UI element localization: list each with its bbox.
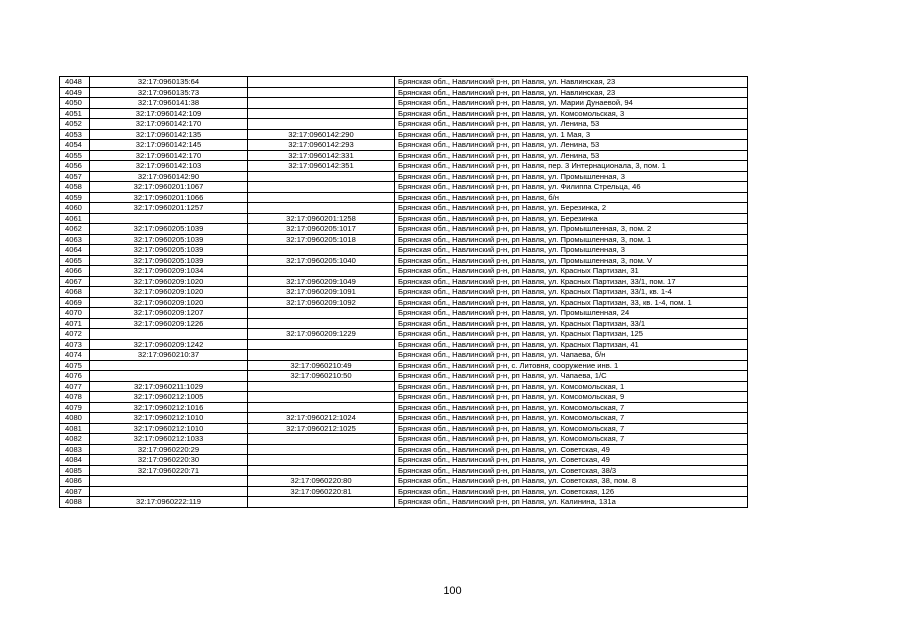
cadastral-number-cell: 32:17:0960220:29 [90, 444, 248, 455]
address-cell: Брянская обл., Навлинский р-н, рп Навля, ул. 1 Мая, 3 [395, 129, 748, 140]
registry-table-body [60, 77, 748, 508]
linked-cadastral-number-cell: 32:17:0960210:50 [248, 371, 395, 382]
linked-cadastral-number-cell [248, 318, 395, 329]
cadastral-number-cell: 32:17:0960142:109 [90, 108, 248, 119]
address-cell: Брянская обл., Навлинский р-н, рп Навля, ул. Промышленная, 24 [395, 308, 748, 319]
cadastral-number-cell: 32:17:0960209:1242 [90, 339, 248, 350]
table-row [60, 497, 748, 508]
row-number-cell: 4075 [60, 360, 90, 371]
table-row [60, 213, 748, 224]
row-number-cell: 4086 [60, 476, 90, 487]
table-row [60, 161, 748, 172]
row-number-cell: 4081 [60, 423, 90, 434]
linked-cadastral-number-cell [248, 203, 395, 214]
table-row [60, 423, 748, 434]
cadastral-number-cell: 32:17:0960205:1039 [90, 255, 248, 266]
table-row [60, 381, 748, 392]
cadastral-number-cell: 32:17:0960222:119 [90, 497, 248, 508]
linked-cadastral-number-cell: 32:17:0960209:1092 [248, 297, 395, 308]
cadastral-number-cell: 32:17:0960201:1067 [90, 182, 248, 193]
row-number-cell: 4078 [60, 392, 90, 403]
address-cell: Брянская обл., Навлинский р-н, рп Навля, ул. Красных Партизан, 33/1, пом. 17 [395, 276, 748, 287]
table-row [60, 371, 748, 382]
linked-cadastral-number-cell [248, 182, 395, 193]
address-cell: Брянская обл., Навлинский р-н, рп Навля, ул. Филиппа Стрельца, 46 [395, 182, 748, 193]
address-cell: Брянская обл., Навлинский р-н, рп Навля, ул. Промышленная, 3, пом. 2 [395, 224, 748, 235]
cadastral-number-cell: 32:17:0960142:103 [90, 161, 248, 172]
linked-cadastral-number-cell [248, 339, 395, 350]
address-cell: Брянская обл., Навлинский р-н, рп Навля, ул. Ленина, 53 [395, 140, 748, 151]
cadastral-number-cell: 32:17:0960220:30 [90, 455, 248, 466]
table-row [60, 308, 748, 319]
row-number-cell: 4053 [60, 129, 90, 140]
table-row [60, 465, 748, 476]
linked-cadastral-number-cell [248, 266, 395, 277]
row-number-cell: 4064 [60, 245, 90, 256]
address-cell: Брянская обл., Навлинский р-н, рп Навля, ул. Навлинская, 23 [395, 87, 748, 98]
linked-cadastral-number-cell: 32:17:0960220:81 [248, 486, 395, 497]
linked-cadastral-number-cell [248, 392, 395, 403]
table-row [60, 297, 748, 308]
table-row [60, 413, 748, 424]
cadastral-number-cell: 32:17:0960135:73 [90, 87, 248, 98]
linked-cadastral-number-cell [248, 381, 395, 392]
address-cell: Брянская обл., Навлинский р-н, рп Навля, ул. Красных Партизан, 31 [395, 266, 748, 277]
table-row [60, 255, 748, 266]
address-cell: Брянская обл., Навлинский р-н, рп Навля, ул. Березинка, 2 [395, 203, 748, 214]
cadastral-number-cell: 32:17:0960209:1226 [90, 318, 248, 329]
table-row [60, 318, 748, 329]
address-cell: Брянская обл., Навлинский р-н, рп Навля, ул. Красных Партизан, 33/1 [395, 318, 748, 329]
row-number-cell: 4073 [60, 339, 90, 350]
cadastral-number-cell: 32:17:0960220:71 [90, 465, 248, 476]
table-row [60, 77, 748, 88]
table-row [60, 245, 748, 256]
cadastral-number-cell: 32:17:0960212:1010 [90, 413, 248, 424]
row-number-cell: 4070 [60, 308, 90, 319]
row-number-cell: 4079 [60, 402, 90, 413]
address-cell: Брянская обл., Навлинский р-н, рп Навля, ул. Советская, 38, пом. 8 [395, 476, 748, 487]
cadastral-number-cell: 32:17:0960141:38 [90, 98, 248, 109]
address-cell: Брянская обл., Навлинский р-н, рп Навля, ул. Промышленная, 3, пом. 1 [395, 234, 748, 245]
cadastral-number-cell: 32:17:0960201:1066 [90, 192, 248, 203]
cadastral-number-cell: 32:17:0960209:1034 [90, 266, 248, 277]
linked-cadastral-number-cell [248, 308, 395, 319]
linked-cadastral-number-cell [248, 350, 395, 361]
table-row [60, 150, 748, 161]
linked-cadastral-number-cell [248, 119, 395, 130]
table-row [60, 98, 748, 109]
page-number: 100 [443, 585, 462, 597]
row-number-cell: 4087 [60, 486, 90, 497]
table-row [60, 266, 748, 277]
table-row [60, 140, 748, 151]
linked-cadastral-number-cell: 32:17:0960142:351 [248, 161, 395, 172]
linked-cadastral-number-cell: 32:17:0960209:1049 [248, 276, 395, 287]
address-cell: Брянская обл., Навлинский р-н, рп Навля, ул. Красных Партизан, 33, кв. 1-4, пом. 1 [395, 297, 748, 308]
linked-cadastral-number-cell [248, 434, 395, 445]
table-row [60, 360, 748, 371]
cadastral-number-cell: 32:17:0960142:170 [90, 150, 248, 161]
row-number-cell: 4074 [60, 350, 90, 361]
row-number-cell: 4057 [60, 171, 90, 182]
linked-cadastral-number-cell: 32:17:0960142:290 [248, 129, 395, 140]
row-number-cell: 4084 [60, 455, 90, 466]
table-row [60, 203, 748, 214]
row-number-cell: 4062 [60, 224, 90, 235]
table-row [60, 234, 748, 245]
table-row [60, 287, 748, 298]
address-cell: Брянская обл., Навлинский р-н, рп Навля, ул. Советская, 38/3 [395, 465, 748, 476]
table-row [60, 392, 748, 403]
cadastral-number-cell [90, 476, 248, 487]
linked-cadastral-number-cell [248, 77, 395, 88]
table-row [60, 444, 748, 455]
address-cell: Брянская обл., Навлинский р-н, рп Навля, ул. Комсомольская, 7 [395, 434, 748, 445]
linked-cadastral-number-cell [248, 444, 395, 455]
cadastral-number-cell: 32:17:0960212:1005 [90, 392, 248, 403]
address-cell: Брянская обл., Навлинский р-н, рп Навля, ул. Промышленная, 3, пом. V [395, 255, 748, 266]
row-number-cell: 4076 [60, 371, 90, 382]
table-row [60, 350, 748, 361]
address-cell: Брянская обл., Навлинский р-н, рп Навля, ул. Промышленная, 3 [395, 171, 748, 182]
address-cell: Брянская обл., Навлинский р-н, рп Навля, ул. Чапаева, б/н [395, 350, 748, 361]
cadastral-number-cell: 32:17:0960209:1020 [90, 287, 248, 298]
linked-cadastral-number-cell: 32:17:0960205:1017 [248, 224, 395, 235]
cadastral-number-cell [90, 213, 248, 224]
cadastral-number-cell: 32:17:0960210:37 [90, 350, 248, 361]
linked-cadastral-number-cell: 32:17:0960209:1229 [248, 329, 395, 340]
address-cell: Брянская обл., Навлинский р-н, рп Навля, ул. Комсомольская, 3 [395, 108, 748, 119]
linked-cadastral-number-cell: 32:17:0960142:293 [248, 140, 395, 151]
row-number-cell: 4063 [60, 234, 90, 245]
row-number-cell: 4085 [60, 465, 90, 476]
table-row [60, 402, 748, 413]
linked-cadastral-number-cell [248, 171, 395, 182]
row-number-cell: 4080 [60, 413, 90, 424]
cadastral-number-cell [90, 486, 248, 497]
linked-cadastral-number-cell: 32:17:0960205:1018 [248, 234, 395, 245]
table-row [60, 87, 748, 98]
row-number-cell: 4071 [60, 318, 90, 329]
cadastral-number-cell: 32:17:0960211:1029 [90, 381, 248, 392]
address-cell: Брянская обл., Навлинский р-н, рп Навля, ул. Ленина, 53 [395, 119, 748, 130]
cadastral-number-cell: 32:17:0960142:135 [90, 129, 248, 140]
linked-cadastral-number-cell [248, 192, 395, 203]
cadastral-number-cell: 32:17:0960201:1257 [90, 203, 248, 214]
cadastral-number-cell: 32:17:0960212:1033 [90, 434, 248, 445]
row-number-cell: 4068 [60, 287, 90, 298]
table-row [60, 455, 748, 466]
cadastral-number-cell: 32:17:0960142:170 [90, 119, 248, 130]
address-cell: Брянская обл., Навлинский р-н, рп Навля, ул. Комсомольская, 7 [395, 402, 748, 413]
address-cell: Брянская обл., Навлинский р-н, рп Навля, б/н [395, 192, 748, 203]
row-number-cell: 4052 [60, 119, 90, 130]
cadastral-number-cell: 32:17:0960205:1039 [90, 245, 248, 256]
address-cell: Брянская обл., Навлинский р-н, рп Навля, ул. Комсомольская, 9 [395, 392, 748, 403]
address-cell: Брянская обл., Навлинский р-н, рп Навля, ул. Советская, 126 [395, 486, 748, 497]
address-cell: Брянская обл., Навлинский р-н, рп Навля, ул. Ленина, 53 [395, 150, 748, 161]
cadastral-number-cell: 32:17:0960205:1039 [90, 234, 248, 245]
row-number-cell: 4058 [60, 182, 90, 193]
address-cell: Брянская обл., Навлинский р-н, рп Навля, ул. Промышленная, 3 [395, 245, 748, 256]
cadastral-number-cell: 32:17:0960142:90 [90, 171, 248, 182]
address-cell: Брянская обл., Навлинский р-н, рп Навля, ул. Марии Дунаевой, 94 [395, 98, 748, 109]
row-number-cell: 4065 [60, 255, 90, 266]
linked-cadastral-number-cell: 32:17:0960142:331 [248, 150, 395, 161]
linked-cadastral-number-cell: 32:17:0960209:1091 [248, 287, 395, 298]
row-number-cell: 4082 [60, 434, 90, 445]
table-row [60, 486, 748, 497]
table-row [60, 192, 748, 203]
address-cell: Брянская обл., Навлинский р-н, рп Навля, ул. Чапаева, 1/С [395, 371, 748, 382]
table-row [60, 129, 748, 140]
address-cell: Брянская обл., Навлинский р-н, рп Навля, ул. Советская, 49 [395, 444, 748, 455]
address-cell: Брянская обл., Навлинский р-н, рп Навля, ул. Комсомольская, 7 [395, 423, 748, 434]
cadastral-number-cell: 32:17:0960209:1020 [90, 297, 248, 308]
cadastral-number-cell: 32:17:0960135:64 [90, 77, 248, 88]
row-number-cell: 4055 [60, 150, 90, 161]
linked-cadastral-number-cell: 32:17:0960220:80 [248, 476, 395, 487]
address-cell: Брянская обл., Навлинский р-н, рп Навля, ул. Красных Партизан, 33/1, кв. 1-4 [395, 287, 748, 298]
row-number-cell: 4061 [60, 213, 90, 224]
address-cell: Брянская обл., Навлинский р-н, рп Навля, ул. Навлинская, 23 [395, 77, 748, 88]
cadastral-number-cell: 32:17:0960205:1039 [90, 224, 248, 235]
cadastral-number-cell [90, 371, 248, 382]
address-cell: Брянская обл., Навлинский р-н, рп Навля, ул. Комсомольская, 1 [395, 381, 748, 392]
cadastral-number-cell: 32:17:0960212:1010 [90, 423, 248, 434]
cadastral-number-cell: 32:17:0960209:1207 [90, 308, 248, 319]
address-cell: Брянская обл., Навлинский р-н, рп Навля, ул. Красных Партизан, 41 [395, 339, 748, 350]
linked-cadastral-number-cell [248, 245, 395, 256]
table-row [60, 434, 748, 445]
cadastral-number-cell [90, 329, 248, 340]
linked-cadastral-number-cell [248, 87, 395, 98]
cadastral-number-cell: 32:17:0960212:1016 [90, 402, 248, 413]
row-number-cell: 4048 [60, 77, 90, 88]
row-number-cell: 4051 [60, 108, 90, 119]
cadastral-number-cell: 32:17:0960142:145 [90, 140, 248, 151]
table-row [60, 119, 748, 130]
cadastral-number-cell: 32:17:0960209:1020 [90, 276, 248, 287]
linked-cadastral-number-cell [248, 465, 395, 476]
linked-cadastral-number-cell: 32:17:0960210:49 [248, 360, 395, 371]
linked-cadastral-number-cell [248, 497, 395, 508]
row-number-cell: 4060 [60, 203, 90, 214]
row-number-cell: 4077 [60, 381, 90, 392]
row-number-cell: 4069 [60, 297, 90, 308]
table-row [60, 108, 748, 119]
linked-cadastral-number-cell [248, 108, 395, 119]
address-cell: Брянская обл., Навлинский р-н, с. Литовня, сооружение инв. 1 [395, 360, 748, 371]
table-row [60, 476, 748, 487]
linked-cadastral-number-cell: 32:17:0960201:1258 [248, 213, 395, 224]
row-number-cell: 4072 [60, 329, 90, 340]
row-number-cell: 4054 [60, 140, 90, 151]
cadastral-number-cell [90, 360, 248, 371]
linked-cadastral-number-cell [248, 98, 395, 109]
table-row [60, 339, 748, 350]
linked-cadastral-number-cell: 32:17:0960205:1040 [248, 255, 395, 266]
address-cell: Брянская обл., Навлинский р-н, рп Навля, ул. Березинка [395, 213, 748, 224]
linked-cadastral-number-cell [248, 402, 395, 413]
table-row [60, 171, 748, 182]
address-cell: Брянская обл., Навлинский р-н, рп Навля, ул. Красных Партизан, 125 [395, 329, 748, 340]
address-cell: Брянская обл., Навлинский р-н, рп Навля, ул. Советская, 49 [395, 455, 748, 466]
table-row [60, 182, 748, 193]
linked-cadastral-number-cell: 32:17:0960212:1024 [248, 413, 395, 424]
row-number-cell: 4067 [60, 276, 90, 287]
row-number-cell: 4059 [60, 192, 90, 203]
table-row [60, 329, 748, 340]
row-number-cell: 4049 [60, 87, 90, 98]
row-number-cell: 4066 [60, 266, 90, 277]
registry-table [59, 76, 748, 508]
address-cell: Брянская обл., Навлинский р-н, рп Навля, пер. 3 Интернационала, 3, пом. 1 [395, 161, 748, 172]
linked-cadastral-number-cell: 32:17:0960212:1025 [248, 423, 395, 434]
row-number-cell: 4088 [60, 497, 90, 508]
row-number-cell: 4056 [60, 161, 90, 172]
row-number-cell: 4050 [60, 98, 90, 109]
table-row [60, 224, 748, 235]
table-row [60, 276, 748, 287]
linked-cadastral-number-cell [248, 455, 395, 466]
address-cell: Брянская обл., Навлинский р-н, рп Навля, ул. Комсомольская, 7 [395, 413, 748, 424]
address-cell: Брянская обл., Навлинский р-н, рп Навля, ул. Калинина, 131а [395, 497, 748, 508]
row-number-cell: 4083 [60, 444, 90, 455]
